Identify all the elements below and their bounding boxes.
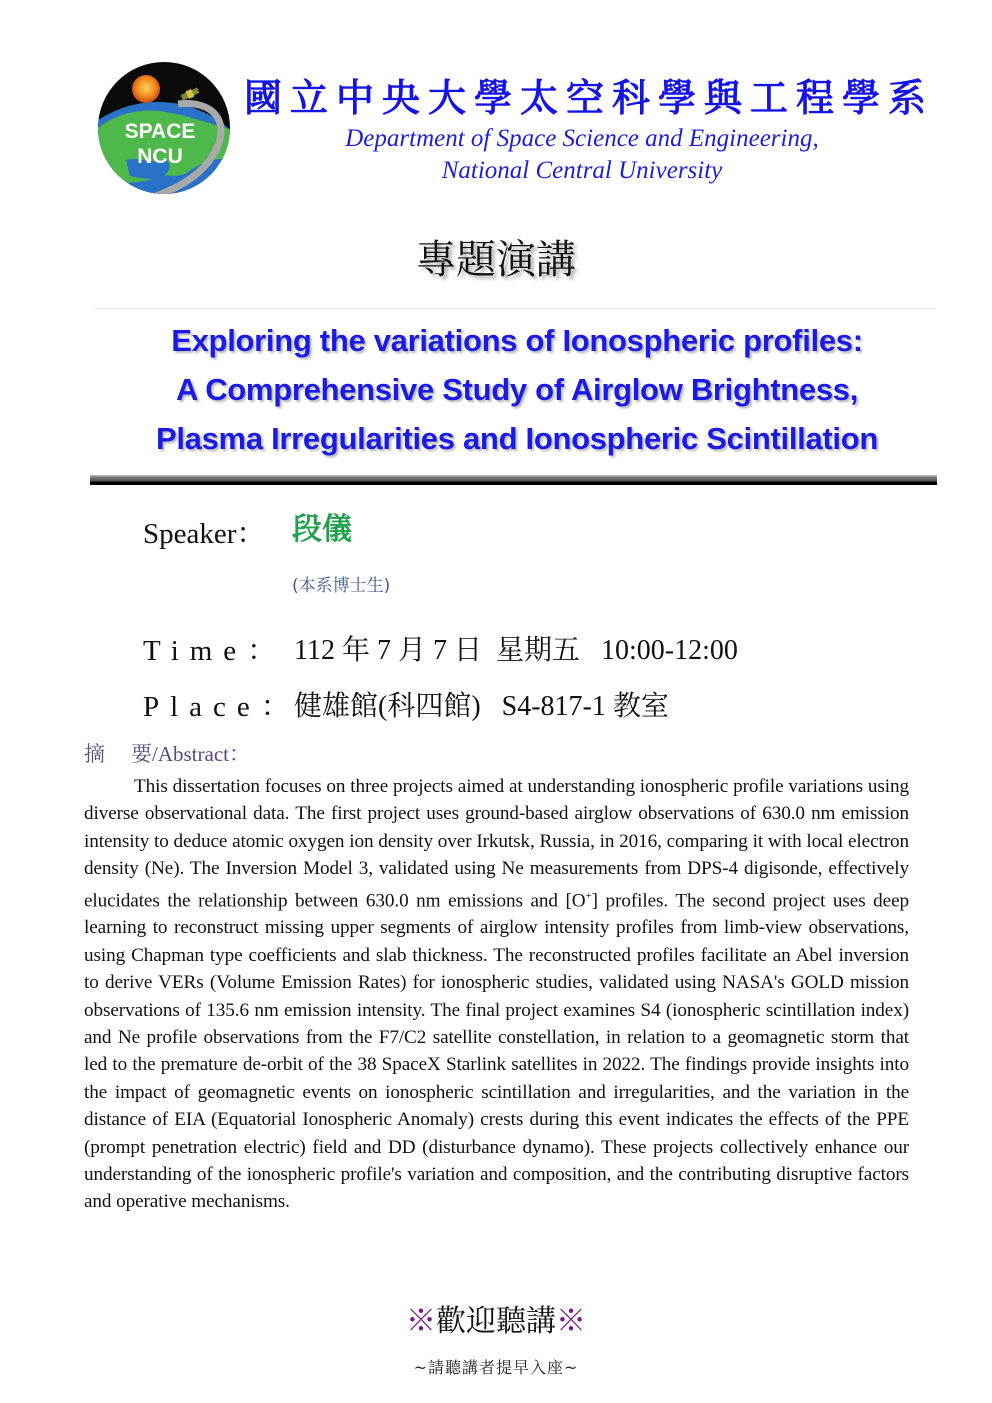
abstract-text-part-2: ] profiles. The second project uses deep learning to reconstruct missing upper segments of airglow intensity profiles from limb-view observations, using Chapman type coefficients and slab thickness. The reconstructed profiles facilitate an Abel inversion to derive VERs (Volume Emission Rates) for ionospheric studies, validated using NASA's GOLD mission observations of 135.6 nm emission intensity. The final project examines S4 (ionospheric scintillation index) and Ne profile observations from the F7/C2 satellite constellation, in relation to a geomagnetic storm that led to the premature de-orbit of the 38 SpaceX Starlink satellites in 2022. The findings provide insights into the impact of geomagnetic events on ionospheric scintillation and irregularities, and the variation in the distance of EIA (Equatorial Ionospheric Anomaly) crests during this event indicates the effects of the PPE (prompt penetration electric) field and DD (disturbance dynamo). These projects collectively enhance our understanding of the ionospheric profile's variation and composition, and the contributing disruptive factors and operative mechanisms. [84,890,909,1213]
time-value: 112 年 7 月 7 日 星期五 10:00-12:00 [294,635,738,666]
talk-title [92,316,942,463]
talk-title-line-2: A Comprehensive Study of Airglow Brightness, [175,372,859,407]
speaker-name: 段儀 [292,512,352,547]
department-name-chinese: 國立中央大學太空科學與工程學系 [244,75,935,120]
abstract-label [84,740,250,768]
space-ncu-logo [96,60,232,196]
early-arrival-note: ~請聽講者提早入座~ [413,1358,579,1377]
abstract-text-part-1: This dissertation focuses on three projects aimed at understanding ionospheric profile variations using diverse observational data. The first project uses ground-based airglow observations of 630.0 nm emission intensity to deduce atomic oxygen ion density over Irkutsk, Russia, in 2016, comparing it with local electron density (Ne). The Inversion Model 3, validated using Ne measurements from DPS-4 digisonde, effectively elucidates the relationship between 630.0 nm emissions and [O [84,776,909,912]
seminar-heading: 專題演講 [416,237,576,283]
welcome-text: 歡迎聽講 [436,1304,556,1339]
abstract-label-zh-2: 要/Abstract： [131,742,250,766]
abstract-body [84,773,909,1216]
title-divider [90,475,937,485]
department-name-english: Department of Space Science and Engineering, [345,125,819,152]
time-label: Time： [143,635,288,667]
reference-mark-icon: ※ [406,1304,436,1339]
logo-text-ncu: NCU [137,145,183,168]
reference-mark-icon: ※ [556,1304,586,1339]
abstract-superscript: + [585,889,592,902]
university-name-english: National Central University [441,157,723,184]
speaker-role: (本系博士生) [292,576,391,596]
place-value: 健雄館(科四館) S4-817-1 教室 [294,691,669,722]
welcome-banner [0,1302,992,1342]
abstract-label-zh-1: 摘 [84,742,105,766]
logo-text-space: SPACE [124,120,196,143]
place-label: Place： [143,691,301,723]
space-ncu-logo-icon [96,60,232,196]
talk-title-line-3: Plasma Irregularities and Ionospheric Scintillation [155,421,878,456]
speaker-label: Speaker： [143,518,266,550]
header-divider [92,308,936,309]
talk-title-line-1: Exploring the variations of Ionospheric profiles: [171,323,863,358]
